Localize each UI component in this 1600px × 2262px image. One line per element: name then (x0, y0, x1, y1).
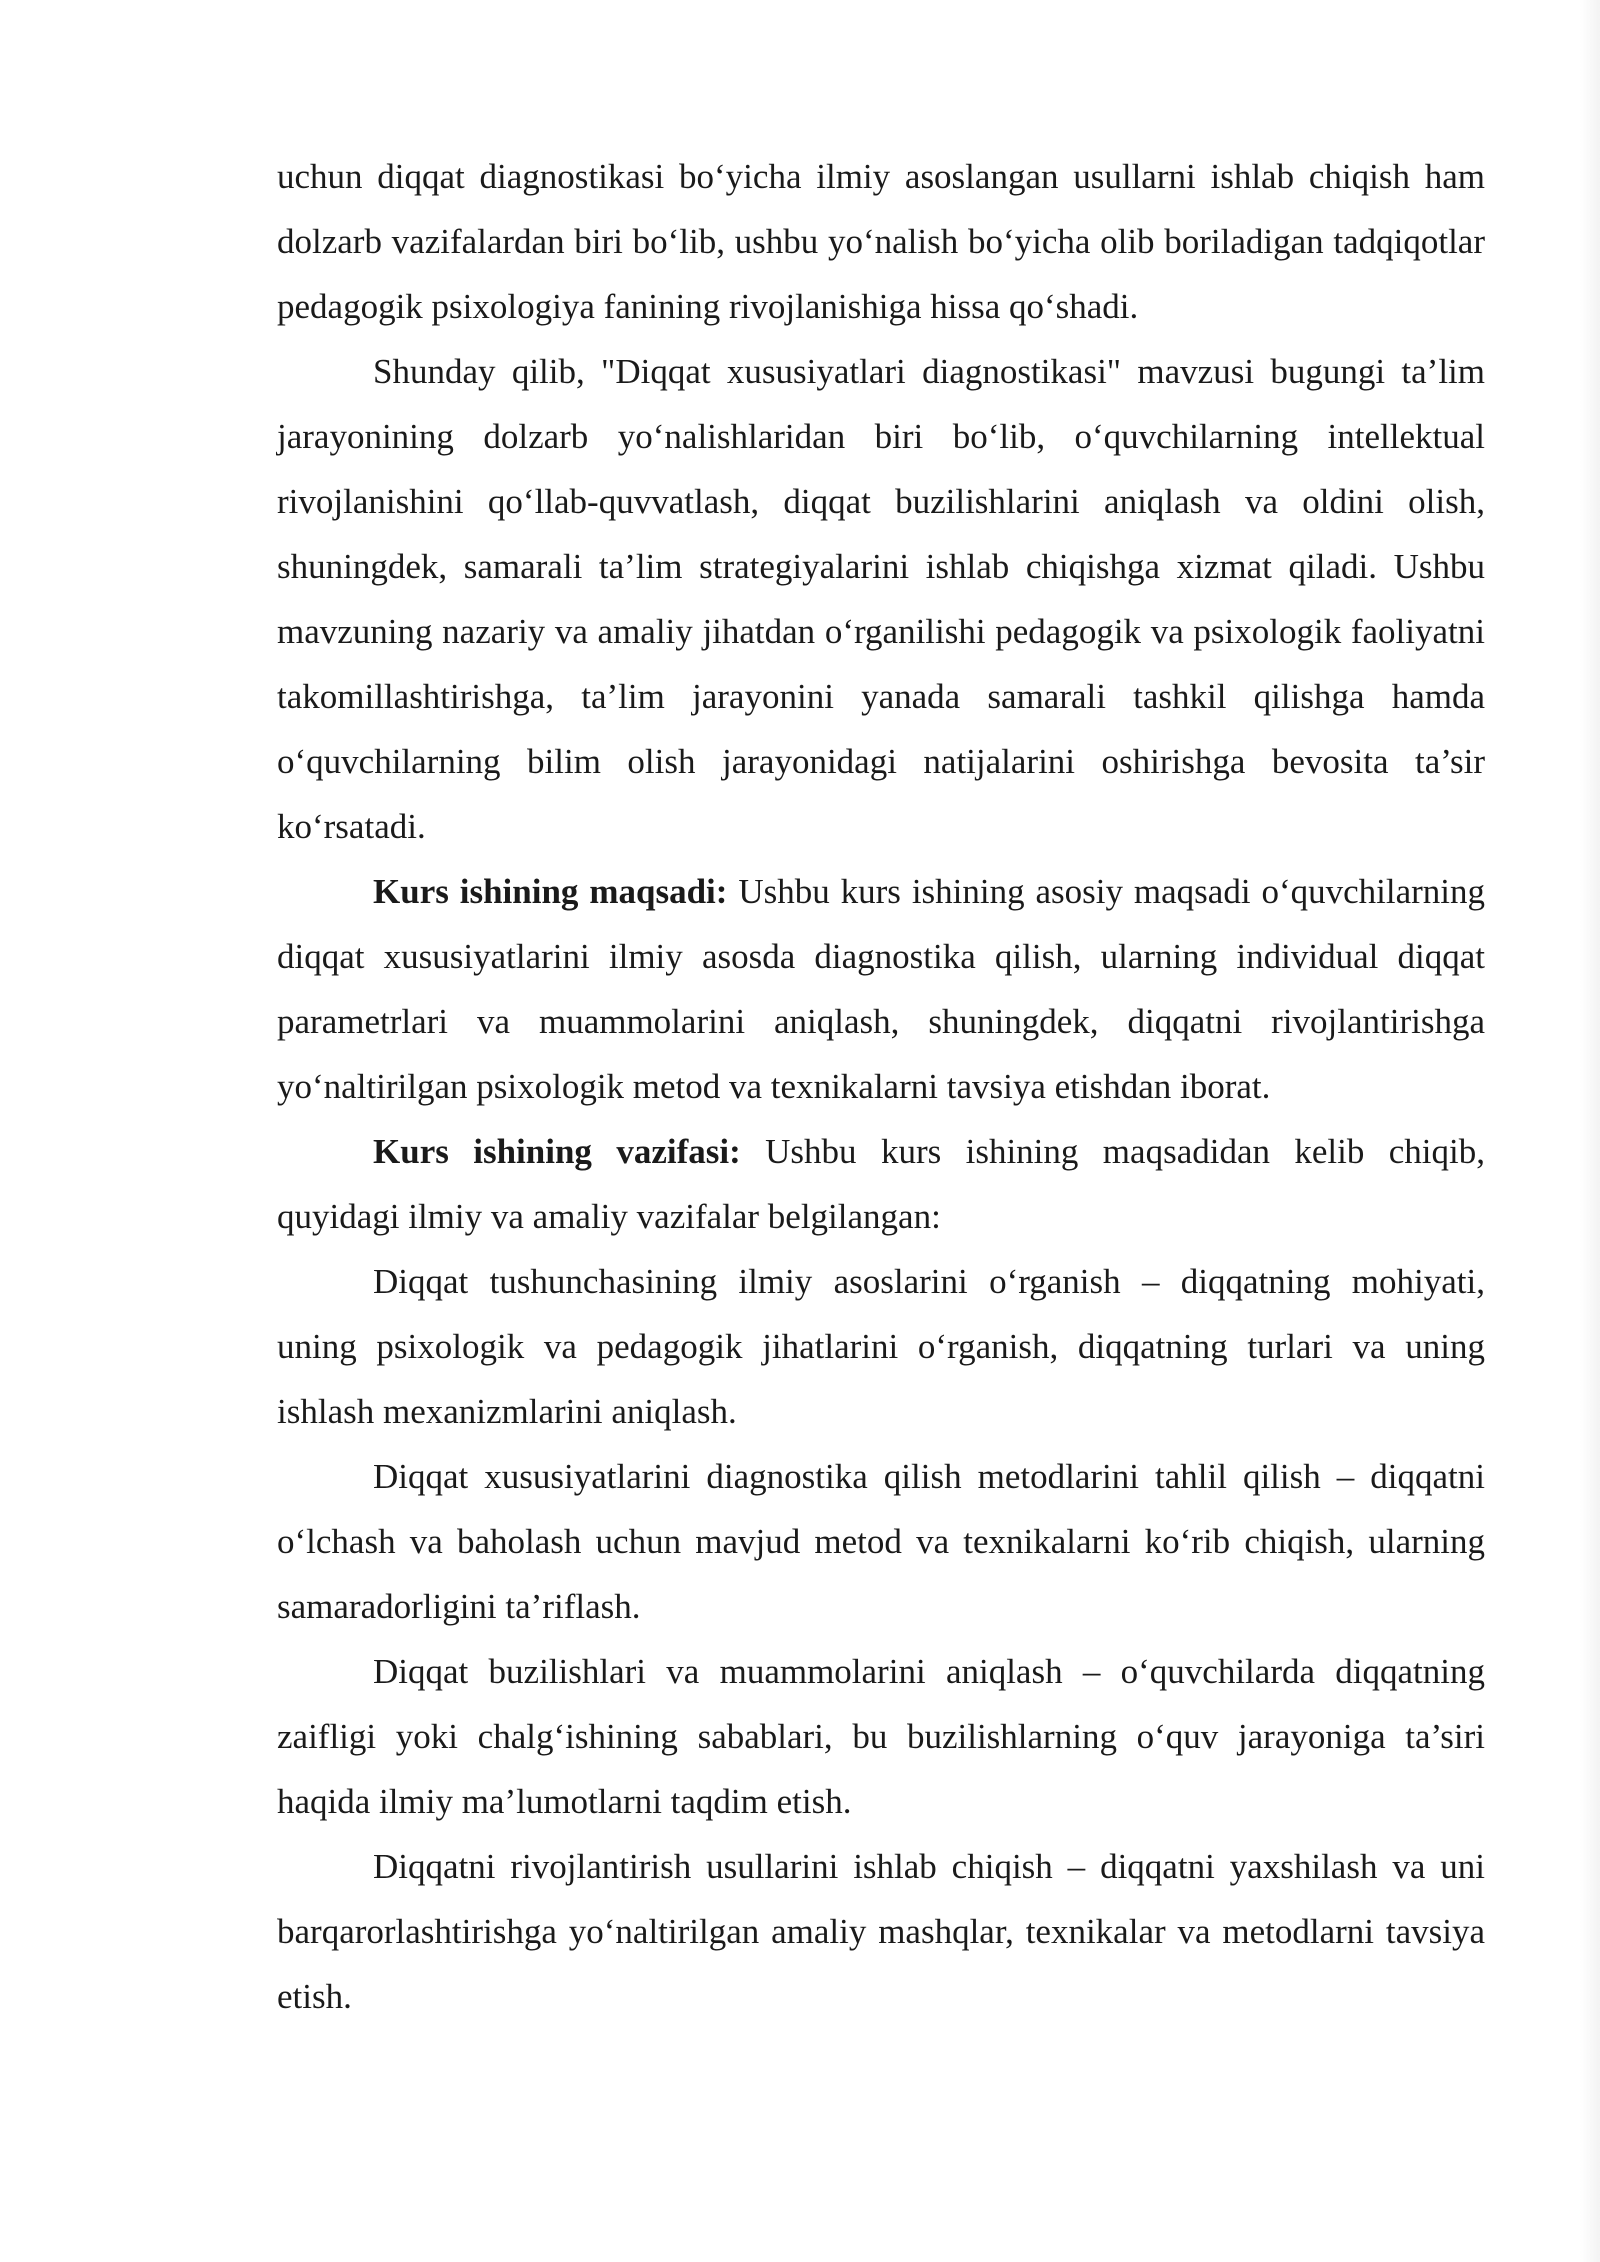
paragraph-text: Diqqat buzilishlari va muammolarini aniqlash – o‘quvchilarda diqqatning zaifligi yoki chalg‘ishining sabablari, bu buzilishlarning o‘quv jarayoniga ta’siri haqida ilmiy ma’lumotlarni taqdim etish. (277, 1652, 1485, 1821)
paragraph-text: Shunday qilib, "Diqqat xususiyatlari diagnostikasi" mavzusi bugungi ta’lim jarayonining dolzarb yo‘nalishlaridan biri bo‘lib, o‘quvchilarning intellektual rivojlanishini qo‘llab-quvvatlash, diqqat buzilishlarini aniqlash va oldini olish, shuningdek, samarali ta’lim strategiyalarini ishlab chiqishga xizmat qiladi. Ushbu mavzuning nazariy va amaliy jihatdan o‘rganilishi pedagogik va psixologik faoliyatni takomillashtirishga, ta’lim jarayonini yanada samarali tashkil qilishga hamda o‘quvchilarning bilim olish jarayonidagi natijalarini oshirishga bevosita ta’sir ko‘rsatadi. (277, 352, 1485, 846)
body-text (277, 144, 1485, 2029)
task-item-2 (277, 1444, 1485, 1639)
paragraph-summary (277, 339, 1485, 859)
paragraph-text: Diqqat tushunchasining ilmiy asoslarini o‘rganish – diqqatning mohiyati, uning psixologik va pedagogik jihatlarini o‘rganish, diqqatning turlari va uning ishlash mexanizmlarini aniqlash. (277, 1262, 1485, 1431)
paragraph-continuation (277, 144, 1485, 339)
paragraph-text: Ushbu kurs ishining asosiy maqsadi o‘quvchilarning diqqat xususiyatlarini ilmiy asosda diagnostika qilish, ularning individual diqqat parametrlari va muammolarini aniqlash, shuningdek, diqqatni rivojlantirishga yo‘naltirilgan psixologik metod va texnikalarni tavsiya etishdan iborat. (277, 872, 1486, 1106)
task-item-4 (277, 1834, 1485, 2029)
paragraph-text: uchun diqqat diagnostikasi bo‘yicha ilmiy asoslangan usullarni ishlab chiqish ham dolzarb vazifalardan biri bo‘lib, ushbu yo‘nalish bo‘yicha olib boriladigan tadqiqotlar pedagogik psixologiya fanining rivojlanishiga hissa qo‘shadi. (277, 157, 1485, 326)
paragraph-goal (277, 859, 1485, 1119)
paragraph-heading: Kurs ishining vazifasi: (373, 1132, 741, 1171)
paragraph-text: Ushbu kurs ishining maqsadidan kelib chiqib, quyidagi ilmiy va amaliy vazifalar belgilangan: (277, 1132, 1485, 1236)
task-item-3 (277, 1639, 1485, 1834)
paragraph-heading: Kurs ishining maqsadi: (373, 872, 728, 911)
paragraph-text: Diqqatni rivojlantirish usullarini ishlab chiqish – diqqatni yaxshilash va uni barqarorlashtirishga yo‘naltirilgan amaliy mashqlar, texnikalar va metodlarni tavsiya etish. (277, 1847, 1485, 2016)
paragraph-tasks (277, 1119, 1485, 1249)
task-item-1 (277, 1249, 1485, 1444)
paragraph-text: Diqqat xususiyatlarini diagnostika qilish metodlarini tahlil qilish – diqqatni o‘lchash va baholash uchun mavjud metod va texnikalarni ko‘rib chiqish, ularning samaradorligini ta’riflash. (277, 1457, 1485, 1626)
